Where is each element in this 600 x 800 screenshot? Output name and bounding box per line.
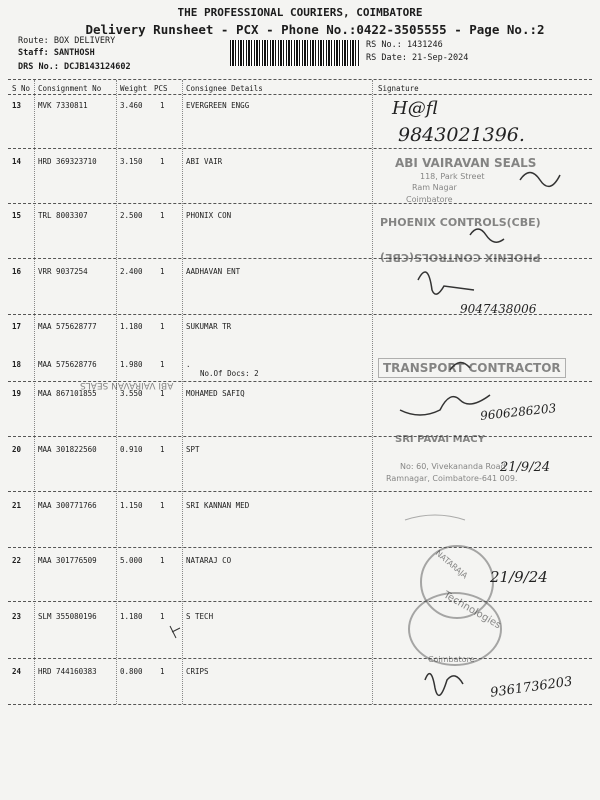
row-consignment: VRR 9037254 (38, 267, 88, 276)
row-pcs: 1 (160, 389, 165, 398)
row-weight: 1.180 (120, 612, 143, 621)
row-pcs: 1 (160, 267, 165, 276)
row-weight: 5.000 (120, 556, 143, 565)
handwritten-phone-row19: 9606286203 (479, 401, 557, 423)
row-pcs: 1 (160, 501, 165, 510)
row-weight: 1.150 (120, 501, 143, 510)
technologies-stamp-city: Coimbatore (428, 655, 475, 664)
rs-number: RS No.: 1431246 (366, 40, 443, 50)
handwritten-date-row20: 21/9/24 (500, 460, 551, 475)
row-consignment: MAA 867101855 (38, 389, 97, 398)
spt-stamp-line: Ramnagar, Coimbatore-641 009. (386, 474, 518, 483)
handwritten-phone-row13: 9843021396. (398, 124, 525, 146)
row-consignment: HRD 744160383 (38, 667, 97, 676)
row-weight: 3.550 (120, 389, 143, 398)
spt-stamp-line: No: 60, Vivekananda Road (400, 462, 506, 471)
row-sno: 23 (12, 612, 22, 621)
row-weight: 3.150 (120, 157, 143, 166)
col-header-pcs: PCS (154, 84, 168, 93)
row-consignee: . (186, 360, 191, 369)
row-consignment: SLM 355080196 (38, 612, 97, 621)
row-weight: 0.910 (120, 445, 143, 454)
row-consignment: MAA 301776509 (38, 556, 97, 565)
row-pcs: 1 (160, 612, 165, 621)
col-header-consignment: Consignment No (38, 84, 102, 93)
row-sno: 24 (12, 667, 22, 676)
row-pcs: 1 (160, 211, 165, 220)
row-weight: 3.460 (120, 101, 143, 110)
abi-vairavan-stamp-title: ABI VAIRAVAN SEALS (395, 156, 537, 170)
technologies-stamp-text: Technologies (441, 589, 503, 632)
row-sno: 13 (12, 101, 22, 110)
row-consignee: SUKUMAR TR (186, 322, 232, 331)
abi-stamp-line: Coimbatore (406, 195, 453, 204)
row-consignee: NATARAJ CO (186, 556, 232, 565)
col-header-weight: Weight (120, 84, 148, 93)
runsheet-title: Delivery Runsheet - PCX - Phone No.:0422-3505555 - Page No.:2 (85, 22, 545, 37)
rs-date: RS Date: 21-Sep-2024 (366, 53, 469, 63)
row-sno: 21 (12, 501, 22, 510)
row-doc-count: No.Of Docs: 2 (200, 369, 259, 378)
drs-number: DRS No.: DCJB143124602 (18, 62, 131, 72)
handwritten-phone-row16: 9047438006 (460, 302, 537, 316)
row-consignee: SRI KANNAN MED (186, 501, 250, 510)
row-sno: 18 (12, 360, 22, 369)
row-weight: 0.800 (120, 667, 143, 676)
row-pcs: 1 (160, 445, 165, 454)
transport-contractor-stamp: TRANSPORT CONTRACTOR (378, 358, 566, 378)
row-weight: 1.980 (120, 360, 143, 369)
abi-stamp-line: Ram Nagar (412, 183, 457, 192)
company-name: THE PROFESSIONAL COURIERS, COIMBATORE (177, 6, 423, 19)
handwritten-date-row22: 21/9/24 (490, 568, 548, 586)
row-consignment: MAA 575628776 (38, 360, 97, 369)
row-consignee: MOHAMED SAFIQ (186, 389, 245, 398)
row-pcs: 1 (160, 360, 165, 369)
nataraja-stamp-text: NATARAJA (433, 548, 470, 581)
row-consignment: MAA 575628777 (38, 322, 97, 331)
row-consignment: TRL 8003307 (38, 211, 88, 220)
row-consignee: EVERGREEN ENGG (186, 101, 250, 110)
signature-row13: H@fl (392, 98, 438, 119)
row-sno: 22 (12, 556, 22, 565)
row-sno: 17 (12, 322, 22, 331)
row-consignee: AADHAVAN ENT (186, 267, 241, 276)
row-weight: 2.400 (120, 267, 143, 276)
row-consignment: MAA 300771766 (38, 501, 97, 510)
row-consignment: MVK 7330811 (38, 101, 88, 110)
row-sno: 19 (12, 389, 22, 398)
row-weight: 2.500 (120, 211, 143, 220)
row-sno: 16 (12, 267, 22, 276)
col-header-consignee: Consignee Details (186, 84, 263, 93)
phoenix-controls-stamp: PHOENIX CONTROLS(CBE) (380, 216, 541, 229)
row-consignee: SPT (186, 445, 200, 454)
route-label: Route: BOX DELIVERY (18, 36, 116, 46)
inverted-stamp: ABI VAIRAVAN SEALS (80, 380, 174, 390)
row-consignee: S TECH (186, 612, 214, 621)
row-pcs: 1 (160, 157, 165, 166)
col-header-signature: Signature (378, 84, 419, 93)
row-sno: 20 (12, 445, 22, 454)
row-sno: 14 (12, 157, 22, 166)
spt-stamp-title: SRI PAVAI MACY (395, 434, 485, 445)
row-consignment: MAA 301822560 (38, 445, 97, 454)
handwritten-phone-row24: 9361736203 (489, 674, 574, 701)
row-consignee: CRIPS (186, 667, 209, 676)
row-pcs: 1 (160, 667, 165, 676)
row-consignee: ABI VAIR (186, 157, 223, 166)
abi-stamp-line: 118, Park Street (420, 172, 485, 181)
row-consignment: HRD 369323710 (38, 157, 97, 166)
row-sno: 15 (12, 211, 22, 220)
row-pcs: 1 (160, 556, 165, 565)
staff-label: Staff: SANTHOSH (18, 48, 95, 58)
row-consignee: PHONIX CON (186, 211, 232, 220)
phoenix-controls-stamp-inverted: PHOENIX CONTROLS(CBE) (380, 251, 541, 264)
col-header-sno: S No (12, 84, 31, 93)
row-weight: 1.180 (120, 322, 143, 331)
row-pcs: 1 (160, 101, 165, 110)
row-pcs: 1 (160, 322, 165, 331)
